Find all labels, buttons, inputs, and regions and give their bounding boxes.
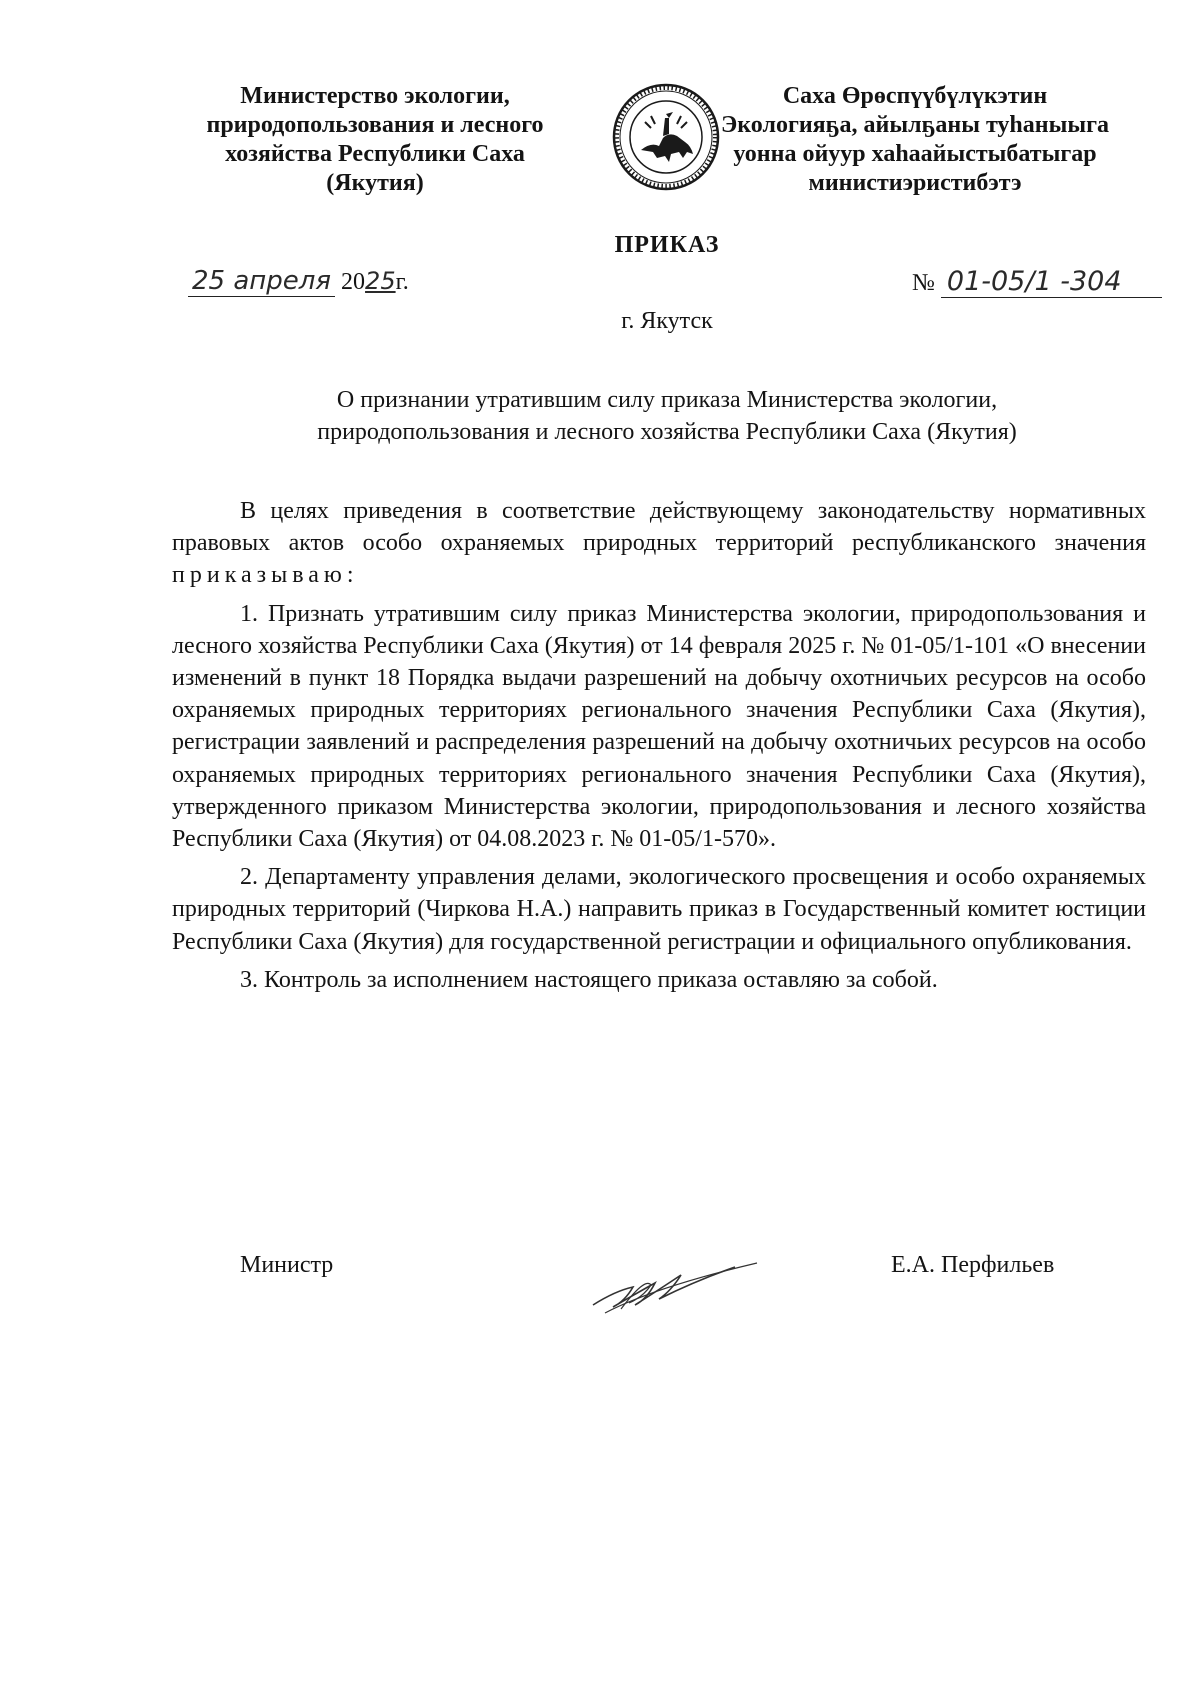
order-number bbox=[912, 266, 1162, 298]
header-right-line: уонна ойуур хаһаайыстыбатыгар bbox=[733, 141, 1097, 167]
order-title bbox=[160, 384, 1174, 448]
city-name: г. Якутск bbox=[621, 308, 713, 334]
order-item-3: 3. Контроль за исполнением настоящего приказа оставляю за собой. bbox=[240, 966, 938, 993]
order-body bbox=[172, 495, 1146, 996]
header-left-line: хозяйства Республики Саха bbox=[225, 141, 525, 167]
ministry-name-yakut bbox=[700, 82, 1130, 198]
header-right-line: Саха Өрөспүүбүлүкэтин bbox=[782, 83, 1048, 109]
order-item-1: 1. Признать утратившим силу приказ Министерства экологии, природопользования и лесного хозяйства Республики Саха (Якутия) от 14 февраля 2025 г. № 01-05/1-101 «О внесении изменений в пункт 18 Порядка выдачи разрешений на добычу охотничьих ресурсов на особо охраняемых природных территориях регионального значения Республики Саха (Якутия), регистрации заявлений и распределения разрешений на добычу охотничьих ресурсов на особо охраняемых природных территориях регионального значения Республики Саха (Якутия), утвержденного приказом Министерства экологии, природопользования и лесного хозяйства Республики Саха (Якутия) от 04.08.2023 г. № 01-05/1-570». bbox=[172, 600, 1146, 853]
order-item-2: 2. Департаменту управления делами, экологического просвещения и особо охраняемых природных территорий (Чиркова Н.А.) направить приказ в Государственный комитет юстиции Республики Саха (Якутия) для государственной регистрации и официального опубликования. bbox=[172, 864, 1146, 955]
handwritten-signature bbox=[585, 1247, 765, 1327]
order-date bbox=[188, 266, 409, 297]
order-word: приказываю: bbox=[172, 562, 359, 589]
document-type-title: ПРИКАЗ bbox=[614, 232, 720, 258]
header-left-line: природопользования и лесного bbox=[206, 112, 544, 138]
intro-paragraph bbox=[172, 495, 1146, 592]
header-right-line: Экологияҕа, айылҕаны туһаныыга bbox=[721, 112, 1109, 138]
header-left-line: Министерство экологии, bbox=[240, 83, 510, 109]
header-right-line: министиэристибэтэ bbox=[808, 170, 1022, 196]
title-line: О признании утратившим силу приказа Министерства экологии, bbox=[336, 387, 998, 413]
number-label: № bbox=[912, 270, 935, 296]
title-line: природопользования и лесного хозяйства Республики Саха (Якутия) bbox=[317, 419, 1017, 445]
handwritten-order-number: 01-05/1 -304 bbox=[941, 266, 1162, 298]
year-unit: г. bbox=[395, 269, 409, 295]
handwritten-date: 25 апреля bbox=[188, 266, 335, 297]
header-left-line: (Якутия) bbox=[326, 170, 424, 196]
handwritten-year-suffix: 25 bbox=[365, 267, 396, 295]
ministry-name-russian bbox=[160, 82, 590, 198]
signatory-name: Е.А. Перфильев bbox=[891, 1252, 1055, 1278]
intro-text: В целях приведения в соответствие действующему законодательству нормативных правовых актов особо охраняемых природных территорий республиканского значения bbox=[172, 498, 1146, 557]
year-prefix: 20 bbox=[341, 269, 366, 295]
signatory-position: Министр bbox=[240, 1252, 334, 1278]
